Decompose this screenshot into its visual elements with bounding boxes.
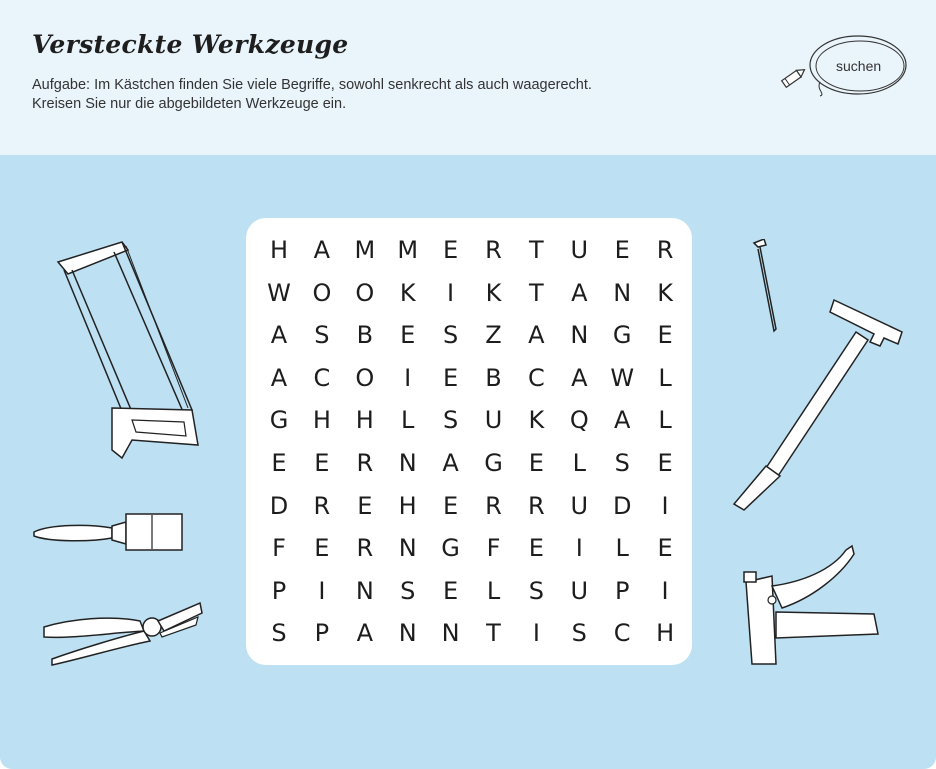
- pliers-icon: [40, 597, 205, 667]
- grid-letter[interactable]: T: [486, 619, 501, 648]
- grid-letter[interactable]: I: [661, 576, 669, 605]
- word-search-grid: [246, 218, 692, 665]
- grid-letter[interactable]: M: [397, 236, 419, 264]
- grid-letter[interactable]: B: [485, 363, 502, 392]
- stapler-icon: [742, 542, 882, 667]
- grid-letter[interactable]: C: [613, 619, 631, 648]
- grid-letter[interactable]: O: [355, 363, 375, 392]
- grid-letter[interactable]: S: [400, 576, 416, 605]
- grid-letter[interactable]: A: [528, 321, 545, 350]
- grid-letter[interactable]: D: [269, 491, 289, 520]
- grid-letter[interactable]: E: [357, 491, 373, 520]
- grid-letter[interactable]: U: [484, 406, 503, 435]
- grid-letter[interactable]: R: [528, 491, 545, 520]
- grid-letter[interactable]: H: [398, 491, 417, 520]
- grid-letter[interactable]: I: [318, 576, 326, 605]
- grid-letter[interactable]: H: [312, 406, 331, 435]
- grid-letter[interactable]: P: [614, 576, 630, 605]
- grid-letter[interactable]: D: [612, 491, 632, 520]
- grid-letter[interactable]: I: [447, 278, 455, 307]
- grid-letter[interactable]: B: [356, 321, 374, 350]
- hacksaw-icon: [52, 240, 207, 470]
- grid-letter[interactable]: T: [529, 278, 544, 307]
- hint-label: suchen: [836, 58, 882, 74]
- grid-letter[interactable]: P: [314, 619, 330, 648]
- instructions: [32, 76, 592, 114]
- grid-letter[interactable]: O: [355, 278, 375, 307]
- grid-letter[interactable]: F: [272, 534, 286, 563]
- page-title: Versteckte Werkzeuge: [32, 30, 349, 59]
- grid-letter[interactable]: H: [355, 406, 374, 435]
- grid-letter[interactable]: K: [485, 278, 502, 307]
- grid-letter[interactable]: A: [270, 321, 288, 350]
- grid-letter[interactable]: S: [442, 321, 459, 350]
- grid-letter[interactable]: E: [657, 449, 673, 477]
- grid-letter[interactable]: G: [441, 534, 460, 563]
- grid-letter[interactable]: A: [613, 406, 631, 435]
- paintbrush-icon: [30, 512, 185, 554]
- grid-letter[interactable]: A: [270, 363, 288, 392]
- grid-letter[interactable]: N: [398, 619, 417, 648]
- grid-letter[interactable]: L: [615, 534, 629, 563]
- grid-letter[interactable]: E: [657, 534, 673, 563]
- grid-letter[interactable]: E: [314, 534, 330, 563]
- instruction-line-2: Kreisen Sie nur die abgebildeten Werkzeuge ein.: [32, 96, 347, 112]
- grid-letter[interactable]: E: [400, 321, 416, 350]
- grid-letter[interactable]: Z: [485, 321, 502, 350]
- instruction-line-1: Aufgabe: Im Kästchen finden Sie viele Begriffe, sowohl senkrecht als auch waagerecht.: [32, 77, 592, 93]
- grid-letter[interactable]: C: [528, 363, 545, 392]
- grid-letter[interactable]: K: [399, 278, 416, 307]
- grid-letter[interactable]: E: [271, 449, 287, 477]
- grid-letter[interactable]: N: [570, 321, 589, 350]
- grid-letter[interactable]: K: [528, 406, 545, 435]
- grid-letter[interactable]: R: [485, 236, 502, 264]
- grid-letter[interactable]: S: [314, 321, 330, 350]
- grid-letter[interactable]: E: [528, 449, 544, 477]
- grid-letter[interactable]: N: [441, 619, 460, 648]
- grid-letter[interactable]: S: [271, 619, 287, 648]
- grid-letter[interactable]: S: [571, 619, 587, 648]
- grid-letter[interactable]: U: [570, 576, 589, 605]
- grid-letter[interactable]: W: [267, 278, 291, 307]
- grid-letter[interactable]: E: [443, 576, 459, 605]
- grid-letter[interactable]: S: [528, 576, 544, 605]
- grid-letter[interactable]: L: [486, 576, 501, 605]
- grid-letter[interactable]: R: [313, 491, 331, 520]
- grid-letter[interactable]: G: [612, 321, 632, 350]
- grid-letter[interactable]: L: [572, 449, 586, 477]
- grid-letter[interactable]: O: [312, 278, 332, 307]
- header: [0, 0, 936, 155]
- grid-letter[interactable]: S: [614, 449, 630, 477]
- grid-letter[interactable]: S: [442, 406, 459, 435]
- grid-letter[interactable]: H: [269, 236, 289, 264]
- grid-letter[interactable]: T: [529, 236, 544, 264]
- grid-letter[interactable]: P: [271, 576, 287, 605]
- grid-letter[interactable]: R: [485, 491, 502, 520]
- grid-letter[interactable]: N: [613, 278, 632, 307]
- grid-letter[interactable]: R: [656, 236, 674, 264]
- grid-letter[interactable]: F: [486, 534, 501, 563]
- grid-letter[interactable]: E: [614, 236, 630, 264]
- grid-letter[interactable]: Q: [569, 406, 589, 435]
- grid-letter[interactable]: R: [356, 534, 374, 563]
- grid-letter[interactable]: L: [401, 406, 415, 435]
- grid-letter[interactable]: E: [528, 534, 544, 563]
- grid-letter[interactable]: N: [355, 576, 374, 605]
- grid-letter[interactable]: E: [443, 236, 459, 264]
- grid-letter[interactable]: G: [269, 406, 289, 435]
- grid-letter[interactable]: R: [356, 449, 374, 477]
- grid-letter[interactable]: A: [571, 278, 588, 307]
- grid-letter[interactable]: I: [532, 619, 540, 648]
- grid-letter[interactable]: K: [657, 278, 673, 307]
- grid-letter[interactable]: E: [443, 491, 459, 520]
- grid-letter[interactable]: C: [313, 363, 331, 392]
- grid-letter[interactable]: I: [575, 534, 583, 563]
- grid-letter[interactable]: W: [610, 363, 635, 392]
- grid-letter[interactable]: U: [570, 236, 589, 264]
- grid-letter[interactable]: N: [398, 534, 417, 563]
- grid-letter[interactable]: L: [658, 406, 672, 435]
- grid-letter[interactable]: I: [404, 363, 412, 392]
- grid-letter[interactable]: A: [571, 363, 588, 392]
- grid-letter[interactable]: A: [442, 449, 459, 477]
- grid-letter[interactable]: H: [656, 619, 675, 648]
- grid-letter[interactable]: E: [314, 449, 330, 477]
- grid-letter[interactable]: A: [356, 619, 373, 648]
- grid-letter[interactable]: M: [354, 236, 376, 264]
- grid-letter[interactable]: I: [661, 491, 669, 520]
- grid-letter[interactable]: A: [313, 236, 331, 264]
- grid-letter[interactable]: U: [570, 491, 589, 520]
- grid-letter[interactable]: G: [484, 449, 503, 477]
- grid-letter[interactable]: L: [658, 363, 672, 392]
- grid-letter[interactable]: N: [398, 449, 417, 477]
- grid-letter[interactable]: E: [657, 321, 673, 350]
- grid-letter[interactable]: E: [443, 363, 459, 392]
- hammer-icon: [730, 298, 910, 513]
